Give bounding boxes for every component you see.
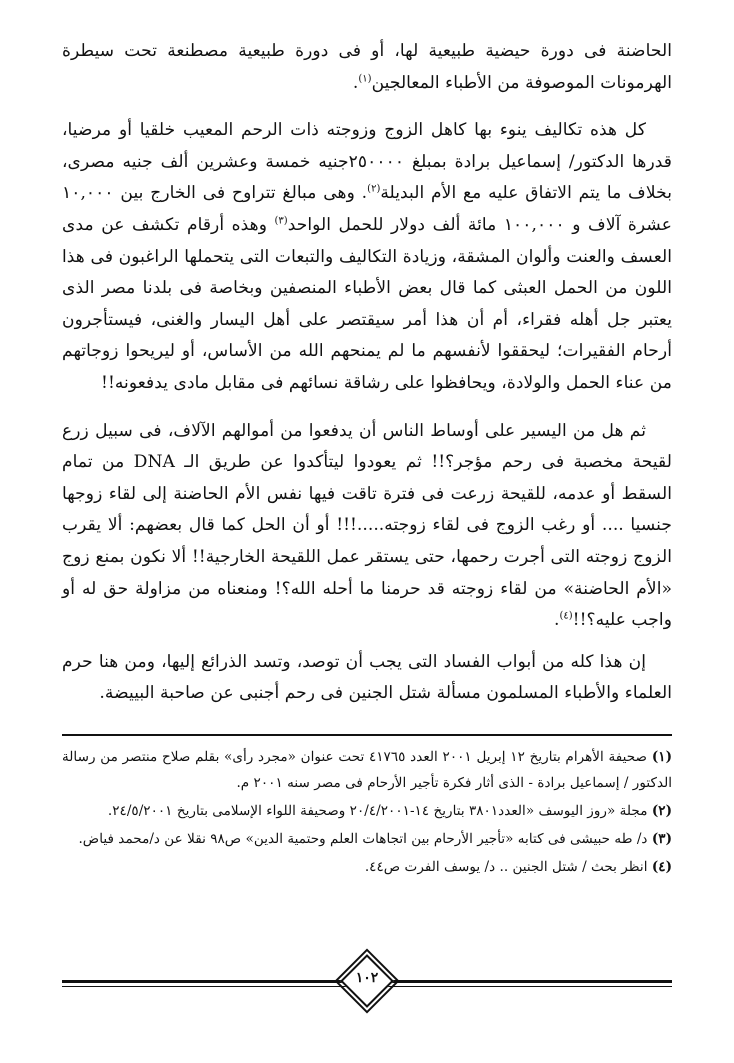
footnote-3: (٣) د/ طه حبيشى فى كتابه «تأجير الأرحام بين اتجاهات العلم وحتمية الدين» ص٩٨ نقلا عن د/محمد فياض. bbox=[78, 830, 672, 847]
footnote-ref-4[interactable]: (٤) bbox=[559, 610, 573, 622]
paragraph-1: الحاضنة فى دورة حيضية طبيعية لها، أو فى دورة طبيعية مصطنعة تحت سيطرة الهرمونات الموصوفة من الأطباء المعالجين$^{(١)}$. bbox=[62, 41, 672, 93]
footnote-4: (٤) انظر بحث / شتل الجنين .. د/ يوسف الفرت ص٤٤. bbox=[364, 858, 672, 875]
paragraph-2: كل هذه تكاليف ينوء بها كاهل الزوج وزوجته ذات الرحم المعيب خلقيا أو مرضيا، قدرها الدكتور/ إسماعيل برادة بمبلغ ٢٥٠٠٠٠جنيه خمسة وعشرين ألف جنيه مصرى، بخلاف ما يتم الاتفاق عليه مع الأم البديلة$^{(٢)}$. وهى مبالغ تتراوح فى الخارج بين ١٠,٠٠٠ عشرة آلاف و ١٠٠,٠٠٠ مائة ألف دولار للحمل الواحد$^{(٣)}$ وهذه أرقام تكشف عن مدى العسف والعنت وألوان المشقة، وزيادة التكاليف والتبعات التى يتحملها الراغبون فى هذا اللون من الحمل العبثى كما قال بعض الأطباء المنصفين وبخاصة فى بلدنا مصر الذى يعتبر جل أهله فقراء، أم أن هذا أمر سيقتصر على أهل اليسار والغنى، فيستأجرون أرحام الفقيرات؛ ليحققوا لأنفسهم ما لم يمنحهم الله من الأساس، أو ليريحوا زوجاتهم من عناء الحمل والولادة، ويحافظوا على رشاقة نسائهم فى مقابل مادى يدفعونه!! bbox=[62, 120, 672, 393]
footnote-2: (٢) مجلة «روز اليوسف «العدد٣٨٠١ بتاريخ ١٤-٢٠/٤/٢٠٠١ وصحيفة اللواء الإسلامى بتاريخ ٢٤/٥/٢٠٠١. bbox=[107, 802, 672, 819]
footnote-ref-2[interactable]: (٢) bbox=[367, 183, 381, 195]
page-content bbox=[62, 36, 672, 882]
paragraph-3: ثم هل من اليسير على أوساط الناس أن يدفعوا من أموالهم الآلاف، فى سبيل زرع لقيحة مخصبة فى رحم مؤجر؟!! ثم يعودوا ليتأكدوا عن طريق الـ DNA من تمام السقط أو عدمه، للقيحة زرعت فى فترة تاقت فيها نفس الأم الحاضنة إلى لقاء زوجها جنسيا .... أو رغب الزوج فى لقاء زوجته.....!!! أو أن الحل كما قال بعضهم: ألا يقرب الزوج زوجته التى أجرت رحمها، حتى يستقر عمل اللقيحة الخارجية!! ألا نكون بمنع زوج «الأم الحاضنة» من لقاء زوجته قد حرمنا ما أحله الله؟! ومنعناه من مزاولة حق له أو واجب عليه؟!!$^{(٤)}$. bbox=[62, 420, 672, 631]
footnote-ref-3[interactable]: (٣) bbox=[274, 215, 288, 227]
page-number: ١٠٢ bbox=[355, 970, 379, 986]
page-footer bbox=[62, 960, 672, 1014]
footnotes bbox=[62, 744, 672, 880]
footnote-separator bbox=[62, 734, 672, 736]
paragraph-4: إن هذا كله من أبواب الفساد التى يجب أن توصد، وتسد الذرائع إليها، ومن هنا حرم العلماء والأطباء المسلمون مسألة شتل الجنين فى رحم أجنبى عن صاحبة البييضة. bbox=[62, 651, 672, 704]
footnote-1: (١) صحيفة الأهرام بتاريخ ١٢ إبريل ٢٠٠١ العدد ٤١٧٦٥ تحت عنوان «مجرد رأى» بقلم صلاح منتصر من رسالة الدكتور / إسماعيل برادة - الذى أثار فكرة تأجير الأرحام فى مصر سنه ٢٠٠١ م. bbox=[62, 748, 672, 791]
footnote-ref-1[interactable]: (١) bbox=[358, 72, 372, 84]
